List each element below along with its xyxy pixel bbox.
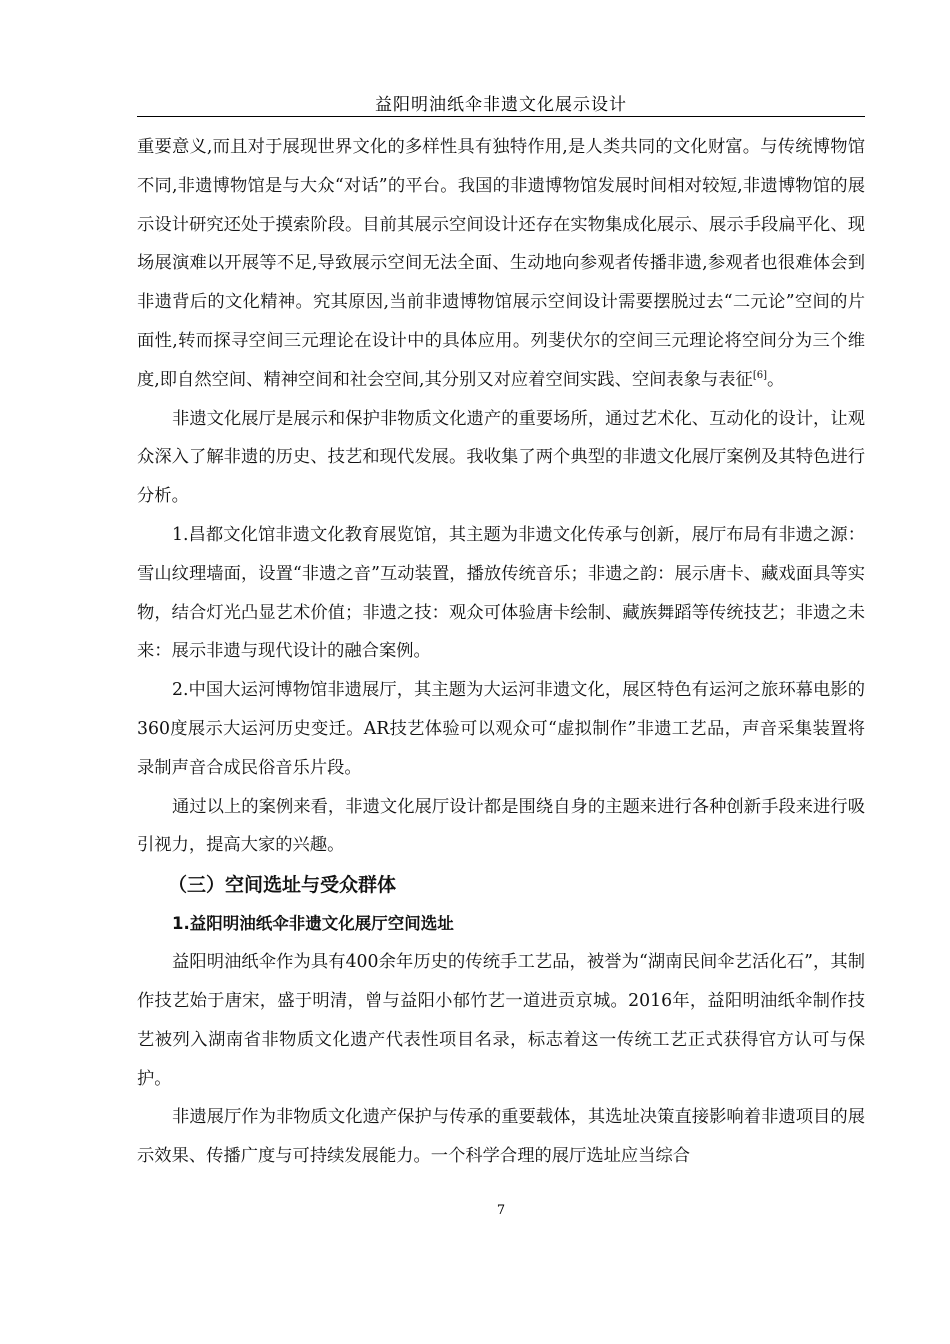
subsection-heading: 1.益阳明油纸伞非遗文化展厅空间选址	[172, 914, 454, 934]
paragraph-3: 1.昌都文化馆非遗文化教育展览馆，其主题为非遗文化传承与创新，展厅布局有非遗之源：雪山纹理墙面，设置“非遗之音”互动装置，播放传统音乐；非遗之韵：展示唐卡、藏戏面具等实物，结合灯光凸显艺术价值；非遗之技：观众可体验唐卡绘制、藏族舞蹈等传统技艺；非遗之未来：展示非遗与现代设计的融合案例。	[137, 524, 865, 662]
header-rule	[137, 116, 865, 117]
paragraph-1	[137, 128, 865, 400]
paragraph-1-end: 。	[767, 369, 785, 390]
citation-mark: [6]	[752, 370, 768, 382]
running-header-title: 益阳明油纸伞非遗文化展示设计	[375, 95, 627, 115]
paragraph-4: 2.中国大运河博物馆非遗展厅，其主题为大运河非遗文化，展区特色有运河之旅环幕电影的360度展示大运河历史变迁。AR技艺体验可以观众可“虚拟制作”非遗工艺品，声音采集装置将录制声音合成民俗音乐片段。	[137, 680, 865, 778]
paragraph-7: 非遗展厅作为非物质文化遗产保护与传承的重要载体，其选址决策直接影响着非遗项目的展示效果、传播广度与可持续发展能力。一个科学合理的展厅选址应当综合	[137, 1107, 865, 1167]
paragraph-6: 益阳明油纸伞作为具有400余年历史的传统手工艺品，被誉为“湖南民间伞艺活化石”，其制作技艺始于唐宋，盛于明清，曾与益阳小郁竹艺一道进贡京城。2016年，益阳明油纸伞制作技艺被列入湖南省非物质文化遗产代表性项目名录，标志着这一传统工艺正式获得官方认可与保护。	[137, 952, 865, 1089]
body-text	[137, 128, 865, 1176]
paragraph-1-text: 重要意义,而且对于展现世界文化的多样性具有独特作用,是人类共同的文化财富。与传统博物馆不同,非遗博物馆是与大众“对话”的平台。我国的非遗博物馆发展时间相对较短,非遗博物馆的展示设计研究还处于摸索阶段。目前其展示空间设计还存在实物集成化展示、展示手段扁平化、现场展演难以开展等不足,导致展示空间无法全面、生动地向参观者传播非遗,参观者也很难体会到非遗背后的文化精神。究其原因,当前非遗博物馆展示空间设计需要摆脱过去“二元论”空间的片面性,转而探寻空间三元理论在设计中的具体应用。列斐伏尔的空间三元理论将空间分为三个维度,即自然空间、精神空间和社会空间,其分别又对应着空间实践、空间表象与表征	[137, 137, 865, 390]
paragraph-5: 通过以上的案例来看，非遗文化展厅设计都是围绕自身的主题来进行各种创新手段来进行吸引视力，提高大家的兴趣。	[137, 796, 865, 856]
section-heading: （三）空间选址与受众群体	[168, 874, 397, 897]
paragraph-2: 非遗文化展厅是展示和保护非物质文化遗产的重要场所，通过艺术化、互动化的设计，让观众深入了解非遗的历史、技艺和现代发展。我收集了两个典型的非遗文化展厅案例及其特色进行分析。	[137, 408, 865, 507]
page-number: 7	[496, 1203, 506, 1218]
